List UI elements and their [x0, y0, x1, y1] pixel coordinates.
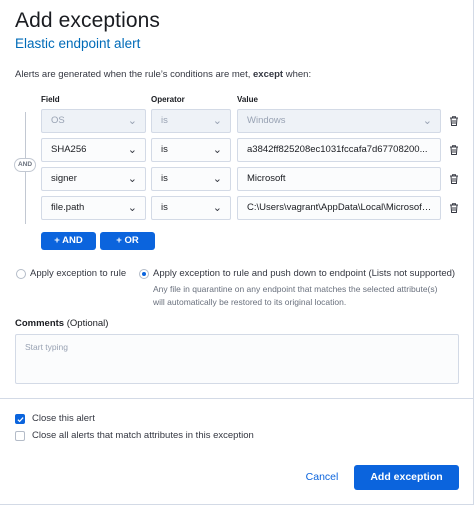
delete-entry-icon[interactable]: [448, 173, 460, 185]
operator-value: is: [161, 115, 168, 126]
column-label-field: Field: [41, 95, 60, 104]
value-text: Microsoft: [247, 173, 286, 184]
trash-icon: [448, 144, 460, 156]
close-all-alerts-label: Close all alerts that match attributes in this exception: [32, 430, 254, 441]
add-exception-button[interactable]: Add exception: [354, 465, 459, 490]
field-value: file.path: [51, 202, 85, 213]
close-alert-checkbox[interactable]: [15, 414, 25, 424]
operator-select-os: [151, 109, 231, 133]
delete-entry-icon[interactable]: [448, 115, 460, 127]
operator-value: is: [161, 173, 168, 184]
chevron-down-icon: ⌄: [212, 173, 222, 185]
field-select-os: [41, 109, 146, 133]
cancel-button[interactable]: Cancel: [305, 471, 339, 483]
value-select-os: [237, 109, 441, 133]
delete-entry-icon[interactable]: [448, 144, 460, 156]
value-text: Windows: [247, 115, 286, 126]
and-badge: AND: [14, 158, 36, 172]
radio-label-apply-to-endpoint: Apply exception to rule and push down to endpoint (Lists not supported): [153, 268, 456, 279]
trash-icon: [448, 115, 460, 127]
comments-placeholder: Start typing: [25, 342, 68, 352]
comments-optional-text: (Optional): [64, 318, 109, 329]
close-all-alerts-checkbox[interactable]: [15, 431, 25, 441]
value-input-signer[interactable]: [237, 167, 441, 191]
radio-apply-to-rule[interactable]: [16, 269, 26, 279]
chevron-down-icon: ⌄: [212, 202, 222, 214]
exception-intro-text: [15, 69, 311, 80]
trash-icon: [448, 173, 460, 185]
operator-select-sha256[interactable]: [151, 138, 231, 162]
intro-prefix: Alerts are generated when the rule’s conditions are met,: [15, 69, 253, 80]
operator-select-file-path[interactable]: [151, 196, 231, 220]
value-input-sha256[interactable]: [237, 138, 441, 162]
footer-divider: [0, 398, 474, 399]
close-alert-label: Close this alert: [32, 413, 95, 424]
chevron-down-icon: ⌄: [422, 115, 432, 127]
field-value: SHA256: [51, 144, 87, 155]
radio-apply-to-endpoint[interactable]: [139, 269, 149, 279]
add-or-button[interactable]: + OR: [100, 232, 155, 250]
operator-value: is: [161, 202, 168, 213]
trash-icon: [448, 202, 460, 214]
comments-label: [15, 318, 108, 329]
comments-textarea[interactable]: [15, 334, 459, 384]
operator-select-signer[interactable]: [151, 167, 231, 191]
chevron-down-icon: ⌄: [127, 202, 137, 214]
field-select-signer[interactable]: [41, 167, 146, 191]
intro-suffix: when:: [283, 69, 312, 80]
chevron-down-icon: ⌄: [212, 115, 222, 127]
chevron-down-icon: ⌄: [127, 173, 137, 185]
field-select-file-path[interactable]: [41, 196, 146, 220]
intro-emphasis: except: [253, 69, 284, 80]
field-value: signer: [51, 173, 77, 184]
modal-subtitle: Elastic endpoint alert: [15, 36, 141, 51]
field-value: OS: [51, 115, 65, 126]
column-label-operator: Operator: [151, 95, 185, 104]
chevron-down-icon: ⌄: [127, 144, 137, 156]
value-text: C:\Users\vagrant\AppData\Local\Microsoft...: [247, 202, 433, 213]
comments-label-text: Comments: [15, 318, 65, 329]
endpoint-help-text: Any file in quarantine on any endpoint that matches the selected attribute(s) will automatically be restored to its original location.: [153, 284, 438, 307]
chevron-down-icon: ⌄: [212, 144, 222, 156]
operator-value: is: [161, 144, 168, 155]
column-label-value: Value: [237, 95, 258, 104]
radio-label-apply-to-rule: Apply exception to rule: [30, 268, 127, 279]
delete-entry-icon[interactable]: [448, 202, 460, 214]
value-input-file-path[interactable]: [237, 196, 441, 220]
chevron-down-icon: ⌄: [127, 115, 137, 127]
field-select-sha256[interactable]: [41, 138, 146, 162]
add-and-button[interactable]: + AND: [41, 232, 96, 250]
modal-title: Add exceptions: [15, 9, 160, 32]
value-text: a3842ff825208ec1031fccafa7d67708200...: [247, 144, 428, 155]
checkmark-icon: [17, 416, 24, 423]
